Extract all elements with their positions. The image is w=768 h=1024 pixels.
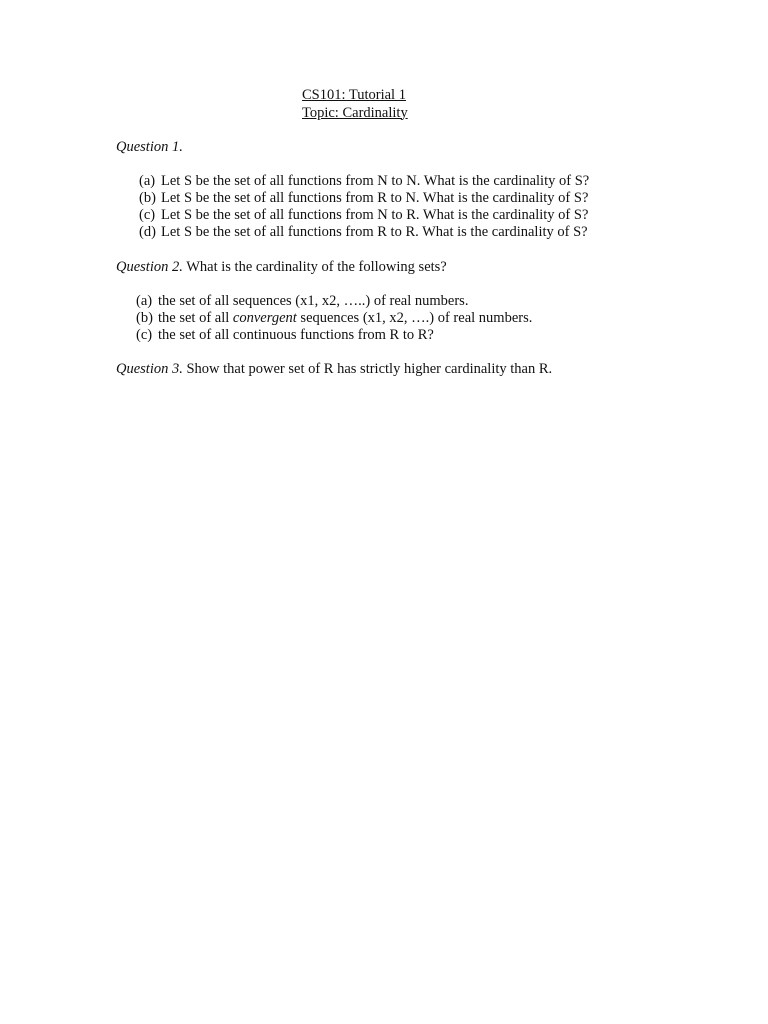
question-1-list xyxy=(139,173,589,241)
tutorial-title: CS101: Tutorial 1 xyxy=(302,87,406,103)
item-marker: (c) xyxy=(136,327,153,343)
question-2-list xyxy=(136,293,532,344)
item-text: Let S be the set of all functions from R to R. What is the cardinality of S? xyxy=(161,224,588,240)
question-3-text: Show that power set of R has strictly higher cardinality than R. xyxy=(182,361,553,377)
item-text: the set of all continuous functions from R to R? xyxy=(158,327,434,343)
question-2-item-b xyxy=(136,310,532,327)
item-marker: (a) xyxy=(136,293,153,309)
question-2-heading xyxy=(116,259,447,277)
item-marker: (b) xyxy=(136,310,153,326)
question-1-item-c xyxy=(139,207,589,224)
question-1-item-a xyxy=(139,173,589,190)
item-text-emphasis: convergent xyxy=(232,310,297,326)
question-1-label: Question 1. xyxy=(116,139,183,155)
item-text: the set of all sequences (x1, x2, …..) of real numbers. xyxy=(158,293,469,309)
item-marker: (c) xyxy=(139,207,156,223)
question-2-item-a xyxy=(136,293,532,310)
item-marker: (b) xyxy=(139,190,156,206)
item-text: Let S be the set of all functions from N to N. What is the cardinality of S? xyxy=(161,173,590,189)
item-marker: (d) xyxy=(139,224,156,240)
item-marker: (a) xyxy=(139,173,156,189)
item-text-post: sequences (x1, x2, ….) of real numbers. xyxy=(296,310,533,326)
question-1-item-d xyxy=(139,224,589,241)
item-text: Let S be the set of all functions from R to N. What is the cardinality of S? xyxy=(161,190,589,206)
question-1-item-b xyxy=(139,190,589,207)
question-3-heading xyxy=(116,361,552,379)
question-1-heading xyxy=(116,139,183,157)
question-2-text: What is the cardinality of the following sets? xyxy=(182,259,447,275)
question-3-label: Question 3. xyxy=(116,361,183,377)
document-header xyxy=(302,87,408,122)
item-text: Let S be the set of all functions from N to R. What is the cardinality of S? xyxy=(161,207,589,223)
item-text-pre: the set of all xyxy=(158,310,233,326)
tutorial-topic: Topic: Cardinality xyxy=(302,104,408,121)
question-2-label: Question 2. xyxy=(116,259,183,275)
question-2-item-c xyxy=(136,327,532,344)
